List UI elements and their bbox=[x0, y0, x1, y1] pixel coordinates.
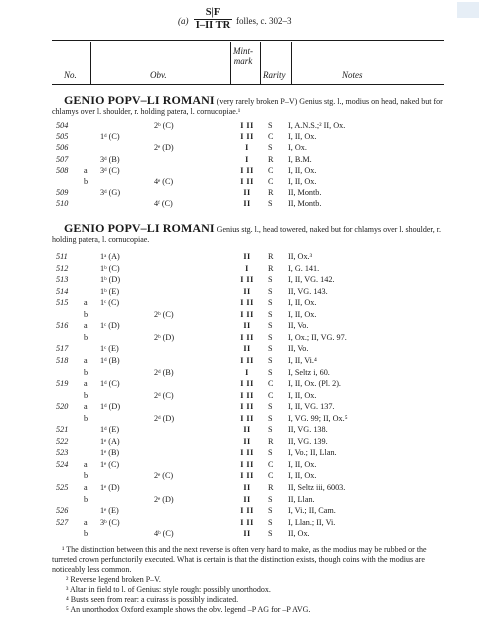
table-row bbox=[0, 332, 484, 343]
mintmark-officinae: II bbox=[243, 321, 251, 331]
notes: II, Seltz iii, 6003. bbox=[288, 483, 346, 492]
mintmark-officinae: I bbox=[245, 143, 249, 153]
mintmark-officinae: II bbox=[243, 529, 251, 539]
rarity: C bbox=[268, 165, 274, 175]
header-ref: (a) bbox=[178, 16, 189, 26]
mintmark-officinae: I II bbox=[240, 132, 254, 142]
rarity: S bbox=[268, 448, 273, 458]
variant-letter: b bbox=[84, 494, 89, 504]
table-row bbox=[0, 120, 484, 131]
coin-number: 511 bbox=[56, 252, 68, 261]
rarity: S bbox=[268, 286, 273, 296]
notes: I, II, Ox. bbox=[288, 165, 317, 175]
notes: I, II, Vi.⁴ bbox=[288, 355, 317, 365]
coin-number: 518 bbox=[56, 355, 69, 365]
table-row bbox=[0, 251, 484, 262]
rarity: R bbox=[268, 154, 274, 164]
variant-letter: a bbox=[84, 517, 88, 527]
obverse-type-alt: 2ᵉ (D) bbox=[154, 494, 174, 504]
table-row bbox=[0, 286, 484, 297]
coin-number: 524 bbox=[56, 459, 69, 469]
notes: II, Llan. bbox=[288, 494, 315, 504]
variant-letter: b bbox=[84, 367, 89, 377]
rarity: C bbox=[268, 379, 274, 389]
table-row bbox=[0, 176, 484, 187]
rarity: S bbox=[268, 413, 273, 423]
mintmark-officinae: I II bbox=[240, 517, 254, 527]
notes: I, II, VG. 137. bbox=[288, 402, 335, 412]
rarity: R bbox=[268, 188, 274, 198]
table-row bbox=[0, 459, 484, 470]
mintmark-officinae: II bbox=[243, 344, 251, 354]
rarity: S bbox=[268, 529, 273, 539]
coin-number: 523 bbox=[56, 448, 69, 458]
table-row bbox=[0, 470, 484, 481]
mintmark-officinae: I II bbox=[240, 379, 254, 389]
rarity: S bbox=[268, 402, 273, 412]
mintmark-officinae: I II bbox=[240, 506, 254, 516]
reverse-legend: GENIO POPV–LI ROMANI bbox=[64, 93, 215, 107]
column-headers bbox=[0, 40, 484, 82]
obverse-type-alt: 4ᵉ (C) bbox=[154, 177, 174, 186]
coin-number: 527 bbox=[56, 517, 69, 527]
reverse-legend: GENIO POPV–LI ROMANI bbox=[64, 221, 215, 235]
obverse-type: 1ᵉ (D) bbox=[100, 483, 120, 492]
rarity: S bbox=[268, 309, 273, 319]
mintmark-officinae: II bbox=[243, 286, 251, 296]
table-row bbox=[0, 343, 484, 354]
table-row bbox=[0, 505, 484, 516]
notes: I, B.M. bbox=[288, 154, 312, 164]
mintmark-officinae: II bbox=[243, 199, 251, 209]
obverse-type: 3ᵈ (C) bbox=[100, 165, 120, 175]
coin-number: 525 bbox=[56, 483, 69, 492]
col-divider bbox=[230, 42, 231, 84]
mintmark-officinae: I II bbox=[240, 332, 254, 342]
mintmark-officinae: I II bbox=[240, 165, 254, 175]
obverse-type: 1ᵈ (D) bbox=[100, 402, 121, 412]
variant-letter: b bbox=[84, 413, 89, 423]
rarity: S bbox=[268, 298, 273, 308]
notes: I, Ox.; II, VG. 97. bbox=[288, 332, 347, 342]
rarity: S bbox=[268, 517, 273, 527]
obverse-type: 1ᶜ (E) bbox=[100, 344, 119, 354]
variant-letter: a bbox=[84, 379, 88, 389]
footnote: ² Reverse legend broken P–V. bbox=[66, 575, 161, 584]
mintmark-officinae: II bbox=[243, 494, 251, 504]
variant-letter: b bbox=[84, 529, 89, 539]
mintmark-officinae: I II bbox=[240, 448, 254, 458]
coin-number: 504 bbox=[56, 121, 69, 130]
col-mint-line1: Mint- bbox=[233, 46, 253, 56]
mintmark-officinae: II bbox=[243, 252, 251, 261]
rarity: R bbox=[268, 263, 274, 273]
table-row bbox=[0, 378, 484, 389]
table-row bbox=[0, 390, 484, 401]
variant-letter: a bbox=[84, 355, 88, 365]
footnotes bbox=[52, 545, 446, 615]
rarity: S bbox=[268, 425, 273, 435]
section-title-1 bbox=[52, 95, 444, 117]
mintmark-officinae: I bbox=[245, 263, 249, 273]
col-divider bbox=[90, 42, 91, 84]
obverse-type: 3ᵇ (C) bbox=[100, 517, 120, 527]
notes: II, Ox. bbox=[288, 529, 310, 539]
col-obv: Obv. bbox=[150, 70, 167, 80]
notes: I, II, Ox. bbox=[288, 298, 317, 308]
col-divider bbox=[291, 42, 292, 84]
footnote: ³ Altar in field to l. of Genius: style rough: possibly unorthodox. bbox=[66, 585, 271, 594]
notes: I, II, Ox. bbox=[288, 390, 317, 400]
obverse-type-alt: 4ᶠ (C) bbox=[154, 199, 173, 209]
table-row bbox=[0, 263, 484, 274]
obverse-type-alt: 2ᵉ (C) bbox=[154, 471, 174, 481]
rarity: S bbox=[268, 506, 273, 516]
rarity: S bbox=[268, 494, 273, 504]
variant-letter: a bbox=[84, 165, 88, 175]
mintmark-officinae: II bbox=[243, 436, 251, 446]
variant-letter: a bbox=[84, 402, 88, 412]
variant-letter: a bbox=[84, 298, 88, 308]
rarity: R bbox=[268, 252, 274, 261]
coin-number: 505 bbox=[56, 132, 69, 142]
notes: II, Vo. bbox=[288, 344, 309, 354]
obverse-type: 1ᵉ (A) bbox=[100, 436, 120, 446]
obverse-type: 3ᵈ (B) bbox=[100, 154, 120, 164]
mintmark-officinae: I II bbox=[240, 177, 254, 186]
table-row bbox=[0, 494, 484, 505]
rarity: S bbox=[268, 367, 273, 377]
notes: I, II, Ox. bbox=[288, 471, 317, 481]
obverse-type: 1ᵇ (D) bbox=[100, 275, 121, 285]
rarity: S bbox=[268, 143, 273, 153]
notes: II, Vo. bbox=[288, 321, 309, 331]
variant-letter: a bbox=[84, 321, 88, 331]
coin-number: 510 bbox=[56, 199, 69, 209]
rarity: R bbox=[268, 483, 274, 492]
mintmark-officinae: I bbox=[245, 367, 249, 377]
rarity: S bbox=[268, 199, 273, 209]
obverse-type-alt: 4ᵇ (C) bbox=[154, 529, 174, 539]
mintmark-officinae: II bbox=[243, 425, 251, 435]
obverse-type: 1ᵇ (C) bbox=[100, 263, 120, 273]
mintmark-officinae: I II bbox=[240, 355, 254, 365]
mintmark-officinae: I II bbox=[240, 402, 254, 412]
mintmark-officinae: I II bbox=[240, 275, 254, 285]
obverse-type-alt: 2ᵇ (C) bbox=[154, 309, 174, 319]
rarity: C bbox=[268, 177, 274, 186]
col-rarity: Rarity bbox=[263, 70, 286, 80]
coin-number: 522 bbox=[56, 436, 69, 446]
variant-letter: a bbox=[84, 459, 88, 469]
rarity: S bbox=[268, 344, 273, 354]
obverse-type: 1ᵉ (C) bbox=[100, 459, 120, 469]
mintmark-officinae: II bbox=[243, 483, 251, 492]
obverse-type: 1ᵉ (B) bbox=[100, 448, 120, 458]
obverse-type: 1ᵈ (E) bbox=[100, 425, 120, 435]
notes: II, Ox.³ bbox=[288, 252, 313, 261]
table-header-rule bbox=[52, 84, 444, 85]
coin-number: 512 bbox=[56, 263, 69, 273]
header-title: folles, c. 302–3 bbox=[236, 16, 292, 26]
coin-number: 517 bbox=[56, 344, 69, 354]
mintmark-officinae: I II bbox=[240, 298, 254, 308]
table-row bbox=[0, 355, 484, 366]
col-divider bbox=[260, 42, 261, 84]
footnote: ¹ The distinction between this and the next reverse is often very hard to make, as the modius may be rubbed or the turreted crown perfunctorily executed. What is certain is that the distinction exists, though coins with the modius are noticeably less common. bbox=[52, 545, 427, 574]
rarity: S bbox=[268, 355, 273, 365]
notes: I, II, Ox. (Pl. 2). bbox=[288, 379, 341, 389]
mintmark-officinae: I II bbox=[240, 459, 254, 469]
coin-number: 520 bbox=[56, 402, 69, 412]
coin-number: 513 bbox=[56, 275, 69, 285]
table-row bbox=[0, 131, 484, 142]
notes: I, G. 141. bbox=[288, 263, 320, 273]
obverse-type-alt: 2ᵈ (D) bbox=[154, 413, 175, 423]
variant-letter: b bbox=[84, 177, 89, 186]
col-mintmark bbox=[233, 46, 253, 66]
coin-number: 509 bbox=[56, 188, 69, 198]
mintmark-officinae: I II bbox=[240, 471, 254, 481]
table-row bbox=[0, 528, 484, 539]
page-header bbox=[0, 6, 484, 36]
variant-letter: b bbox=[84, 332, 89, 342]
obverse-type: 1ᵇ (E) bbox=[100, 286, 120, 296]
mintmark-officinae: I II bbox=[240, 121, 254, 130]
table-row bbox=[0, 142, 484, 153]
coin-number: 508 bbox=[56, 165, 69, 175]
coin-number: 514 bbox=[56, 286, 69, 296]
mintmark-officinae: I II bbox=[240, 390, 254, 400]
notes: I, Ox. bbox=[288, 143, 307, 153]
rarity: C bbox=[268, 459, 274, 469]
coin-number: 526 bbox=[56, 506, 69, 516]
notes: I, A.N.S.;² II, Ox. bbox=[288, 121, 346, 130]
variant-letter: b bbox=[84, 471, 89, 481]
table-row bbox=[0, 517, 484, 528]
coin-number: 519 bbox=[56, 379, 69, 389]
notes: I, Vi.; II, Cam. bbox=[288, 506, 336, 516]
table-row bbox=[0, 165, 484, 176]
mintmark-officinae: I bbox=[245, 154, 249, 164]
table-row bbox=[0, 436, 484, 447]
table-row bbox=[0, 424, 484, 435]
reverse-description: (very rarely broken P–V) Genius stg. l., modius on head, naked but for chlamys over l. shoulder, r. holding patera, l. cornucopiae.¹ bbox=[52, 97, 443, 116]
rarity: R bbox=[268, 436, 274, 446]
section-title-2 bbox=[52, 223, 444, 245]
obverse-type-alt: 2ᵈ (C) bbox=[154, 390, 174, 400]
notes: II, VG. 143. bbox=[288, 286, 328, 296]
variant-letter: b bbox=[84, 390, 89, 400]
col-mint-line2: mark bbox=[233, 56, 253, 66]
obverse-type: 1ᵈ (B) bbox=[100, 355, 120, 365]
col-no: No. bbox=[64, 70, 77, 80]
notes: I, Llan.; II, Vi. bbox=[288, 517, 336, 527]
coin-number: 506 bbox=[56, 143, 69, 153]
rarity: S bbox=[268, 321, 273, 331]
obverse-type: 3ᵈ (G) bbox=[100, 188, 121, 198]
table-row bbox=[0, 413, 484, 424]
obverse-type-alt: 2ᵇ (C) bbox=[154, 121, 174, 130]
table-row bbox=[0, 274, 484, 285]
table-row bbox=[0, 154, 484, 165]
mintmark-officinae: I II bbox=[240, 413, 254, 423]
mintmark-officinae: I II bbox=[240, 309, 254, 319]
notes: I, II, VG. 142. bbox=[288, 275, 335, 285]
notes: II, Montb. bbox=[288, 199, 322, 209]
obverse-type: 1ᵈ (C) bbox=[100, 379, 120, 389]
notes: I, Seltz i, 60. bbox=[288, 367, 330, 377]
obverse-type: 1ᵃ (A) bbox=[100, 252, 120, 261]
notes: I, II, Ox. bbox=[288, 132, 317, 142]
variant-letter: a bbox=[84, 483, 88, 492]
obverse-type: 1ᵉ (E) bbox=[100, 506, 119, 516]
variant-letter: b bbox=[84, 309, 89, 319]
rarity: S bbox=[268, 332, 273, 342]
notes: I, II, Ox. bbox=[288, 309, 317, 319]
mintmark-officinae: II bbox=[243, 188, 251, 198]
table-row bbox=[0, 187, 484, 198]
notes: I, VG. 99; II, Ox.⁵ bbox=[288, 413, 348, 423]
rarity: C bbox=[268, 132, 274, 142]
coin-number: 515 bbox=[56, 298, 69, 308]
obverse-type-alt: 2ᵇ (D) bbox=[154, 332, 175, 342]
notes: II, Montb. bbox=[288, 188, 322, 198]
coin-number: 516 bbox=[56, 321, 69, 331]
rarity: C bbox=[268, 471, 274, 481]
obverse-type: 1ᶜ (C) bbox=[100, 298, 120, 308]
obverse-type-alt: 2ᵈ (B) bbox=[154, 367, 174, 377]
footnote: ⁴ Busts seen from rear: a cuirass is possibly indicated. bbox=[66, 595, 239, 604]
rarity: S bbox=[268, 121, 273, 130]
coin-number: 521 bbox=[56, 425, 69, 435]
mintmark-fraction bbox=[194, 7, 232, 32]
table-row bbox=[0, 198, 484, 209]
coin-number: 507 bbox=[56, 154, 69, 164]
notes: I, II, Ox. bbox=[288, 177, 317, 186]
table-row bbox=[0, 401, 484, 412]
rarity: S bbox=[268, 275, 273, 285]
notes: II, VG. 139. bbox=[288, 436, 328, 446]
table-row bbox=[0, 297, 484, 308]
obverse-type-alt: 2ᵉ (D) bbox=[154, 143, 174, 153]
obverse-type: 1ᶜ (D) bbox=[100, 321, 120, 331]
notes: I, Vo.; II, Llan. bbox=[288, 448, 337, 458]
reverse-description: Genius stg. l., head towered, naked but for chlamys over l. shoulder, r. holding patera, l. cornucopiae. bbox=[52, 225, 441, 244]
fraction-bottom: I–II TR bbox=[195, 20, 231, 31]
fraction-top: S|F bbox=[194, 7, 232, 20]
table-row bbox=[0, 447, 484, 458]
obverse-type: 1ᵈ (C) bbox=[100, 132, 120, 142]
table-row bbox=[0, 482, 484, 493]
table-row bbox=[0, 320, 484, 331]
notes: I, II, Ox. bbox=[288, 459, 317, 469]
table-row bbox=[0, 367, 484, 378]
col-notes: Notes bbox=[342, 70, 363, 80]
rarity: C bbox=[268, 390, 274, 400]
table-row bbox=[0, 309, 484, 320]
notes: II, VG. 138. bbox=[288, 425, 328, 435]
footnote: ⁵ An unorthodox Oxford example shows the obv. legend –P AG for –P AVG. bbox=[66, 605, 311, 614]
